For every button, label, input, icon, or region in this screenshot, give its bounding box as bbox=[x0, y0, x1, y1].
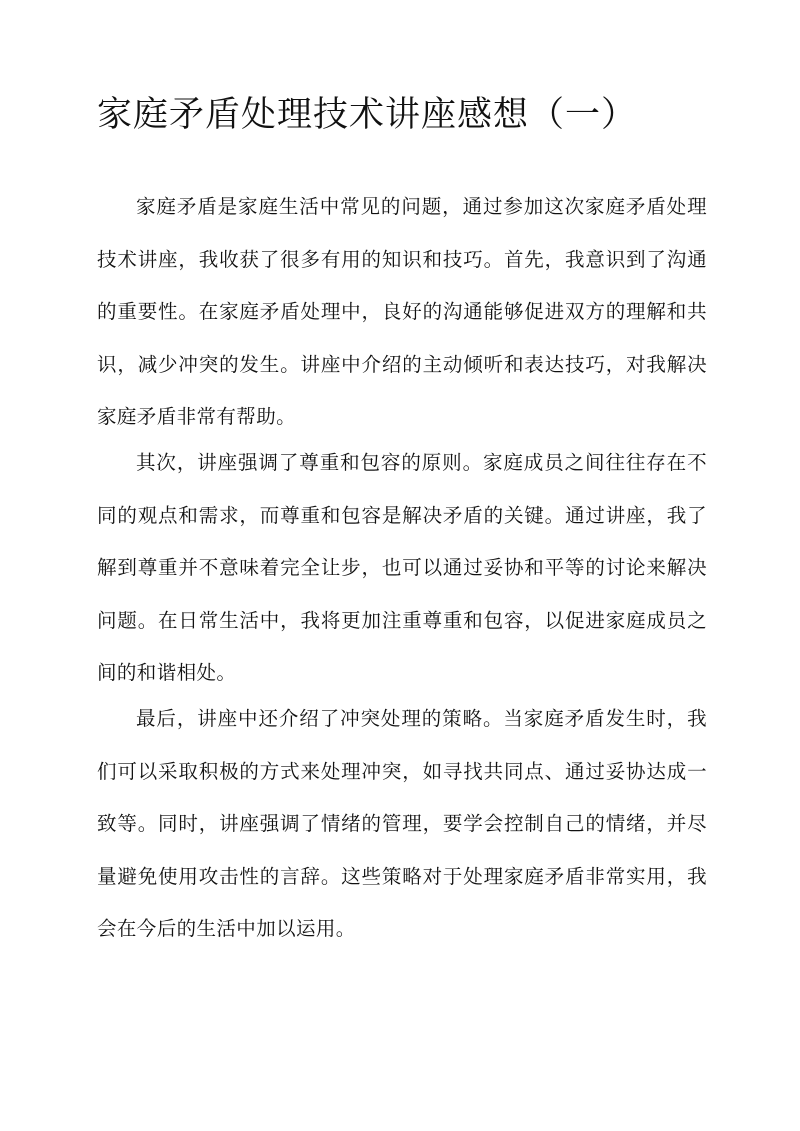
paragraph-3: 最后，讲座中还介绍了冲突处理的策略。当家庭矛盾发生时，我们可以采取积极的方式来处理冲突，如寻找共同点、通过妥协达成一致等。同时，讲座强调了情绪的管理，要学会控制自己的情绪，并尽量避免使用攻击性的言辞。这些策略对于处理家庭矛盾非常实用，我会在今后的生活中加以运用。 bbox=[97, 707, 707, 940]
paragraph-2: 其次，讲座强调了尊重和包容的原则。家庭成员之间往往存在不同的观点和需求，而尊重和包容是解决矛盾的关键。通过讲座，我了解到尊重并不意味着完全让步，也可以通过妥协和平等的讨论来解决问题。在日常生活中，我将更加注重尊重和包容，以促进家庭成员之间的和谐相处。 bbox=[97, 451, 707, 684]
paragraph-1: 家庭矛盾是家庭生活中常见的问题，通过参加这次家庭矛盾处理技术讲座，我收获了很多有用的知识和技巧。首先，我意识到了沟通的重要性。在家庭矛盾处理中，良好的沟通能够促进双方的理解和共识，减少冲突的发生。讲座中介绍的主动倾听和表达技巧，对我解决家庭矛盾非常有帮助。 bbox=[97, 195, 707, 428]
page-title: 家庭矛盾处理技术讲座感想（一） bbox=[97, 95, 638, 135]
